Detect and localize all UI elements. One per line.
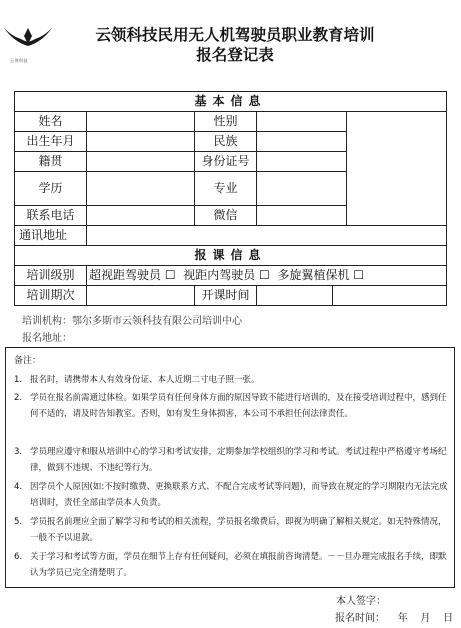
address-field[interactable] — [87, 226, 447, 246]
name-field[interactable] — [87, 112, 195, 132]
phone-field[interactable] — [87, 206, 195, 226]
note-text: 因学员个人原因(如:不按时缴费、更换联系方式、不配合完成考试等问题)，而导致在规定的学习期限内无法完成培训时，责任全部由学员本人负责。 — [30, 482, 448, 508]
note-text: 关于学习和考试等方面，学员在细节上存有任何疑问，必须在填报前咨询清楚。－－旦办理完成报名手续，即默认为学员已完全清楚明了。 — [30, 552, 447, 578]
name-label: 姓名 — [15, 112, 87, 132]
training-institution: 培训机构：鄂尔多斯市云领科技有限公司培训中心 — [22, 316, 242, 327]
note-number: 5. — [14, 517, 23, 527]
note-number: 3. — [14, 447, 23, 457]
notes-box — [5, 347, 455, 588]
drone-wing-logo-icon — [2, 22, 54, 58]
phone-label: 联系电话 — [15, 206, 87, 226]
start-time-label: 开课时间 — [195, 286, 257, 306]
ethnicity-field[interactable] — [257, 132, 347, 152]
note-item — [14, 372, 448, 388]
gender-label: 性别 — [195, 112, 257, 132]
birth-field[interactable] — [87, 132, 195, 152]
major-label: 专业 — [195, 172, 257, 206]
start-time-field[interactable] — [257, 286, 333, 306]
education-field[interactable] — [87, 172, 195, 206]
wechat-field[interactable] — [257, 206, 347, 226]
level-option-beyond-visual[interactable]: 超视距驾驶员 ☐ — [89, 268, 176, 282]
major-field[interactable] — [257, 172, 347, 206]
level-option-visual[interactable]: 视距内驾驶员 ☐ — [183, 268, 270, 282]
ethnicity-label: 民族 — [195, 132, 257, 152]
registration-form-table — [14, 91, 447, 306]
note-number: 6. — [14, 552, 23, 562]
note-text: 学员理应遵守和服从培训中心的学习和考试安排，定期参加学校组织的学习和考试。考试过程中严格遵守考场纪律，做到不违规、不违纪等行为。 — [30, 447, 447, 473]
native-place-label: 籍贯 — [15, 152, 87, 172]
note-number: 1. — [14, 375, 23, 385]
registration-address: 报名地址： — [22, 333, 72, 344]
note-item — [14, 514, 448, 546]
notes-title: 备注： — [14, 356, 42, 366]
wechat-label: 微信 — [195, 206, 257, 226]
note-text: 学员报名前理应全面了解学习和考试的相关流程，学员报名缴费后，即视为明确了解相关规定。如无特殊情况，一般不予以退款。 — [30, 517, 447, 543]
training-level-label: 培训级别 — [15, 266, 87, 286]
native-place-field[interactable] — [87, 152, 195, 172]
logo-text: 云领科技 — [10, 58, 28, 63]
start-time-extra[interactable] — [333, 286, 447, 306]
section-course-info: 报课信息 — [15, 246, 447, 266]
level-option-multirotor[interactable]: 多旋翼植保机 ☐ — [277, 268, 365, 282]
note-text: 学员在报名前需通过体检。如果学员有任何身体方面的原因导致不能进行培训的，及在接受培训过程中，感到任何不适的，请及时告知教室。否则，如有发生身体损害，本公司不承担任何法律责任。 — [30, 393, 447, 419]
note-item — [14, 390, 448, 422]
note-text: 报名时，请携带本人有效身份证、本人近期二寸电子照一张。 — [30, 375, 260, 385]
section-basic-info: 基本信息 — [15, 92, 447, 112]
training-period-label: 培训期次 — [15, 286, 87, 306]
birth-label: 出生年月 — [15, 132, 87, 152]
note-number: 4. — [14, 482, 23, 492]
page-title: 云领科技民用无人机驾驶员职业教育培训 — [95, 26, 375, 44]
training-period-field[interactable] — [87, 286, 195, 306]
signature-label: 本人签字： — [336, 596, 386, 607]
training-level-options — [87, 266, 447, 286]
id-number-field[interactable] — [257, 152, 347, 172]
id-number-label: 身份证号 — [195, 152, 257, 172]
education-label: 学历 — [15, 172, 87, 206]
photo-box[interactable] — [347, 112, 447, 226]
note-number: 2. — [14, 393, 23, 403]
company-logo — [2, 22, 54, 72]
note-item — [14, 549, 448, 581]
address-label: 通讯地址 — [15, 226, 87, 246]
note-item — [14, 479, 448, 511]
page-subtitle: 报名登记表 — [196, 46, 274, 64]
note-item — [14, 444, 448, 476]
gender-field[interactable] — [257, 112, 347, 132]
registration-date-label: 报名时间： 年 月 日 — [335, 613, 454, 624]
